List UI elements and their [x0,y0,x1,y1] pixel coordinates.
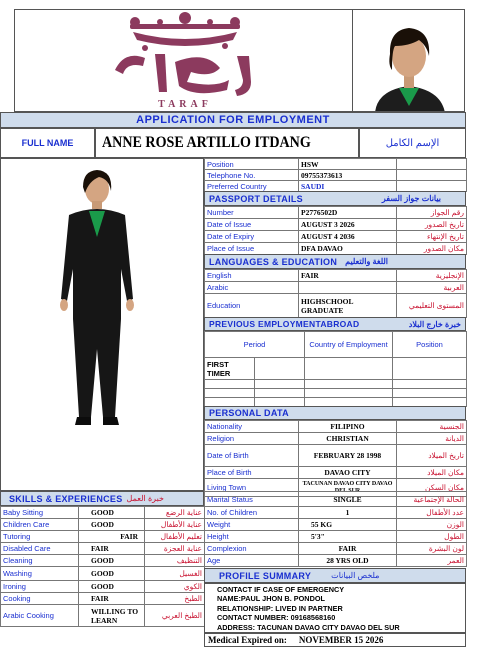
position-label: Position [205,159,299,170]
english-value: FAIR [299,270,397,282]
agency-logo [15,10,354,111]
skill-ironing-ar: الكوي [145,581,205,593]
personal-table-2 [204,491,467,567]
form-title: APPLICATION FOR EMPLOYMENT [136,114,330,126]
passport-number-label: Number [205,207,299,219]
form-title-bar [0,112,466,128]
telephone-label: Telephone No. [205,170,299,181]
skill-cooking-ar: الطبخ [145,593,205,605]
arabic-label: Arabic [205,282,299,294]
skill-cleaning-label: Cleaning [1,555,79,567]
skills-title-ar: خبرة العمل [126,494,164,503]
position-value: HSW [299,159,397,170]
nationality-ar: الجنسية [397,421,467,433]
religion-ar: الديانة [397,433,467,445]
complexion-ar: لون البشرة [397,543,467,555]
employment-section-header [204,317,466,331]
full-name-label-cell [0,128,95,158]
pob-ar: مكان الميلاد [397,467,467,479]
emp-row1-c3 [305,358,393,380]
profile-line: RELATIONSHIP: LIVED IN PARTNER [217,603,343,613]
skill-baby-sitting-label: Baby Sitting [1,507,79,519]
skill-children-care-value: GOOD [79,519,145,531]
skill-children-care-ar: عناية الأطفال [145,519,205,531]
passport-expiry-value: AUGUST 4 2036 [299,231,397,243]
passport-issue-ar: تاريخ الصدور [397,219,467,231]
country-label: Preferred Country [205,181,299,192]
employment-title: PREVIOUS EMPLOYMENTABROAD [209,319,360,329]
passport-issue-label: Date of Issue [205,219,299,231]
agency-name: TARAF [158,99,212,110]
weight-value: 55 KG [299,519,397,531]
height-value: 5'3" [299,531,397,543]
full-name-ar: الإسم الكامل [385,137,440,149]
complexion-label: Complexion [205,543,299,555]
skill-baby-sitting-value: GOOD [79,507,145,519]
skill-arabic-cooking-value: WILLING TO LEARN [79,605,145,627]
medical-value: NOVEMBER 15 2026 [298,635,384,645]
complexion-value: FAIR [299,543,397,555]
medical-label: Medical Expired on: [208,635,287,645]
col-country: Country of Employment [305,332,393,358]
marital-value: SINGLE [299,492,397,507]
age-ar: العمر [397,555,467,567]
passport-place-label: Place of Issue [205,243,299,255]
skill-baby-sitting-ar: عناية الرضع [145,507,205,519]
passport-title-ar: بيانات جواز السفر [381,194,441,203]
languages-title: LANGUAGES & EDUCATION [209,256,338,267]
profile-title: PROFILE SUMMARY [219,570,312,581]
personal-section-header [204,406,466,420]
first-timer-label: FIRST TIMER [205,358,255,380]
skill-washing-label: Washing [1,567,79,581]
full-name-value-cell [95,128,359,158]
nationality-label: Nationality [205,421,299,433]
education-label: Education [205,294,299,318]
col-period: Period [205,332,305,358]
education-value: HIGHSCHOOL GRADUATE [299,294,397,318]
age-label: Age [205,555,299,567]
skill-washing-ar: الغسيل [145,567,205,581]
pob-value: DAVAO CITY [299,467,397,479]
skill-washing-value: GOOD [79,567,145,581]
children-ar: عدد الأطفال [397,507,467,519]
telephone-value: 09755373613 [299,170,397,181]
arabic-ar: العربية [397,282,467,294]
weight-ar: الوزن [397,519,467,531]
personal-title: PERSONAL DATA [209,408,289,418]
age-value: 28 YRS OLD [299,555,397,567]
passport-expiry-label: Date of Expiry [205,231,299,243]
skills-title: SKILLS & EXPERIENCES [9,493,123,504]
arabic-value [299,282,397,294]
profile-summary-box [204,583,466,633]
nationality-value: FILIPINO [299,421,397,433]
position-empty [397,159,467,170]
country-empty [397,181,467,192]
profile-line: CONTACT IF CASE OF EMERGENCY [217,585,345,594]
height-label: Height [205,531,299,543]
passport-title: PASSPORT DETAILS [209,193,303,204]
religion-value: CHRISTIAN [299,433,397,445]
skill-cooking-label: Cooking [1,593,79,605]
skill-cleaning-ar: التنظيف [145,555,205,567]
children-value: 1 [299,507,397,519]
passport-issue-value: AUGUST 3 2026 [299,219,397,231]
telephone-empty [397,170,467,181]
skill-tutoring-label: Tutoring [1,531,79,543]
profile-line: NAME:PAUL JHON B. PONDOL [217,594,325,604]
emp-row1-c2 [255,358,305,380]
living-value: TACUNAN DAVAO CITY DAVAO DEL SUR [299,479,397,497]
passport-number-ar: رقم الجواز [397,207,467,219]
skill-ironing-label: Ironing [1,581,79,593]
passport-number-value: P2776502D [299,207,397,219]
living-ar: مكان السكن [397,479,467,497]
profile-line: ADDRESS: TACUNAN DAVAO CITY DAVAO DEL SUR [217,622,400,632]
children-label: No. of Children [205,507,299,519]
weight-label: Weight [205,519,299,531]
pob-label: Place of Birth [205,467,299,479]
logo-box [14,9,353,112]
skill-disabled-care-label: Disabled Care [1,543,79,555]
passport-expiry-ar: تاريخ الإنتهاء [397,231,467,243]
skill-cleaning-value: GOOD [79,555,145,567]
country-value: SAUDI [299,181,397,192]
dob-label: Date of Birth [205,445,299,467]
passport-place-ar: مكان الصدور [397,243,467,255]
skill-arabic-cooking-ar: الطبخ العربي [145,605,205,627]
english-ar: الإنجليزية [397,270,467,282]
languages-title-ar: اللغة والتعليم [345,257,389,266]
profile-photo-small [352,9,465,112]
skill-cooking-value: FAIR [79,593,145,605]
english-label: English [205,270,299,282]
personal-table [204,420,467,497]
dob-value: FEBRUARY 28 1998 [299,445,397,467]
passport-place-value: DFA DAVAO [299,243,397,255]
education-ar: المستوى التعليمي [397,294,467,318]
emp-row1-c4 [393,358,467,380]
employment-title-ar: خبرة خارج البلاد [408,319,461,329]
full-name-ar-cell [359,128,466,158]
full-name-label: FULL NAME [21,138,74,148]
languages-table [204,269,467,318]
skill-ironing-value: GOOD [79,581,145,593]
skill-disabled-care-value: FAIR [79,543,145,555]
skill-children-care-label: Children Care [1,519,79,531]
marital-label: Marital Status [205,492,299,507]
full-body-photo [0,158,204,491]
full-name-value: ANNE ROSE ARTILLO ITDANG [102,134,311,151]
languages-section-header [204,254,466,269]
medical-expiry-row [204,633,466,647]
employment-table [204,331,467,407]
skill-disabled-care-ar: عناية العجزة [145,543,205,555]
skill-tutoring-ar: تعليم الأطفال [145,531,205,543]
col-position: Position [393,332,467,358]
profile-line: CONTACT NUMBER: 09168568160 [217,613,336,623]
passport-section-header [204,191,466,206]
skill-tutoring-value: FAIR [79,531,145,543]
profile-title-ar: ملخص البيانات [331,571,380,580]
skills-section-header [0,491,204,506]
height-ar: الطول [397,531,467,543]
marital-ar: الحالة الإجتماعية [397,492,467,507]
job-info-table [204,158,467,192]
living-label: Living Town [205,479,299,497]
religion-label: Religion [205,433,299,445]
skill-arabic-cooking-label: Arabic Cooking [1,605,79,627]
dob-ar: تاريخ الميلاد [397,445,467,467]
skills-table [0,506,205,627]
profile-section-header [204,568,466,583]
passport-table [204,206,467,255]
